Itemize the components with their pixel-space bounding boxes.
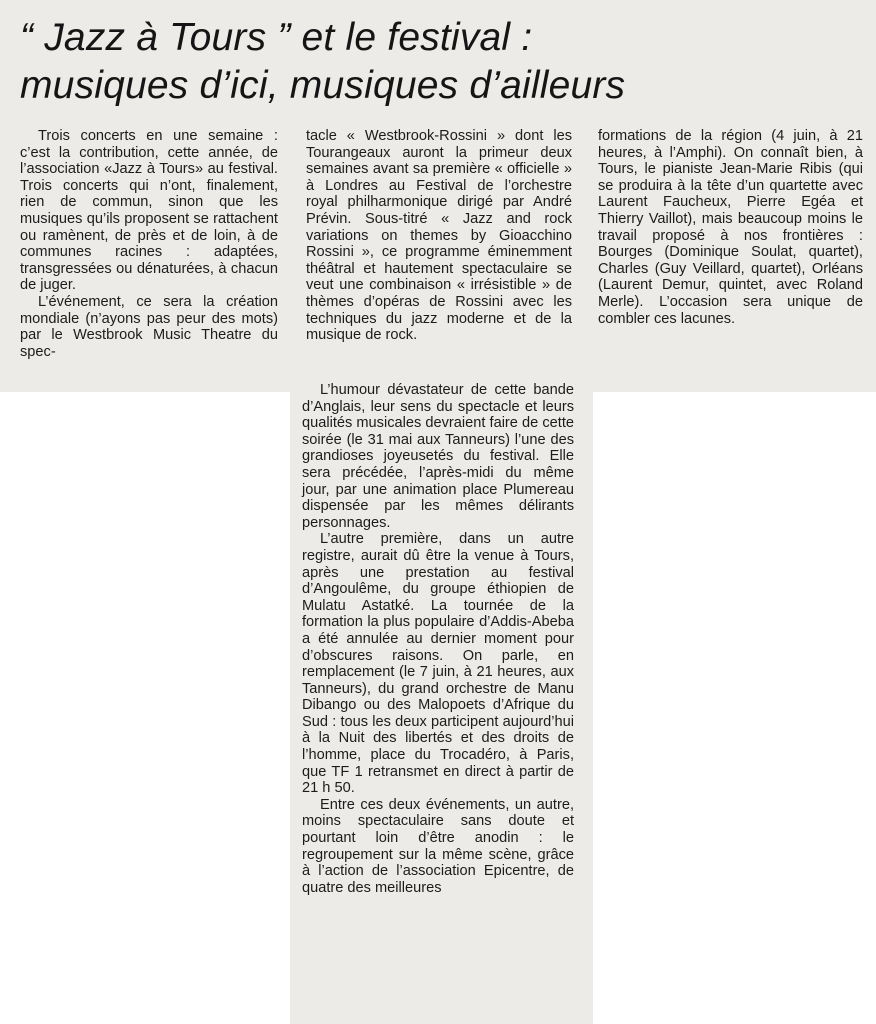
article-column-2 (306, 128, 572, 344)
article-column-1 (20, 128, 278, 360)
article-headline (20, 14, 860, 110)
paragraph: Trois concerts en une semaine : c’est la contribution, cette année, de l’association «Jazz à Tours» au festival. Trois concerts qui n’ont, finalement, rien de commun, sinon que les musiques qu’ils proposent se rattachent ou ramènent, de près et de loin, à de communes racines : adaptées, transgressées ou dénaturées, à chacun de juger. (20, 128, 278, 294)
paragraph: L’humour dévastateur de cette bande d’Anglais, leur sens du spectacle et leurs qualités musicales devraient faire de cette soirée (le 31 mai aux Tanneurs) l’une des grandioses joyeusetés du festival. Elle sera précédée, l’après-midi du même jour, par une animation place Plumereau dispensée par les mêmes délirants personnages. (302, 382, 574, 531)
article-column-3 (598, 128, 863, 327)
headline-line-2: musiques d’ici, musiques d’ailleurs (20, 64, 626, 107)
paragraph: formations de la région (4 juin, à 21 heures, à l’Amphi). On connaît bien, à Tours, le pianiste Jean-Marie Ribis (qui se produira à la tête d’un quartette avec Laurent Faucheux, Pierre Egéa et Thierry Vaillot), mais beaucoup moins le travail proposé à nos frontières : Bourges (Dominique Soulat, quartet), Charles (Guy Veillard, quartet), Orléans (Laurent Demur, quintet, avec Roland Merle). L’occasion sera unique de combler ces lacunes. (598, 128, 863, 327)
article-column-4 (302, 382, 574, 896)
paragraph: L’autre première, dans un autre registre, aurait dû être la venue à Tours, après une prestation au festival d’Angoulême, du groupe éthiopien de Mulatu Astatké. La tournée de la formation la plus populaire d’Addis-Abeba a été annulée au dernier moment pour d’obscures raisons. On parle, en remplacement (le 7 juin, à 21 heures, aux Tanneurs), du grand orchestre de Manu Dibango ou des Malopoets d’Afrique du Sud : tous les deux participent aujourd’hui à la Nuit des libertés et des droits de l’homme, place du Trocadéro, à Paris, que TF 1 retransmet en direct à partir de 21 h 50. (302, 531, 574, 797)
headline-line-1: “ Jazz à Tours ” et le festival : (20, 16, 533, 59)
paragraph: Entre ces deux événements, un autre, moins spectaculaire sans doute et pourtant loin d’être anodin : le regroupement sur la même scène, grâce à l’action de l’association Epicentre, de quatre des meilleures (302, 796, 574, 896)
paragraph: tacle « Westbrook-Rossini » dont les Tourangeaux auront la primeur deux semaines avant sa première « officielle » à Londres au Festival de l’orchestre royal philharmonique dirigé par André Prévin. Sous-titré « Jazz and rock variations on themes by Gioacchino Rossini », ce programme éminemment théâtral et hautement spectaculaire se veut une combinaison « irrésistible » de thèmes d’opéras de Rossini avec les techniques du jazz moderne et de la musique de rock. (306, 128, 572, 344)
paragraph: L’événement, ce sera la création mondiale (n’ayons pas peur des mots) par le Westbrook Music Theatre du spec- (20, 293, 278, 360)
